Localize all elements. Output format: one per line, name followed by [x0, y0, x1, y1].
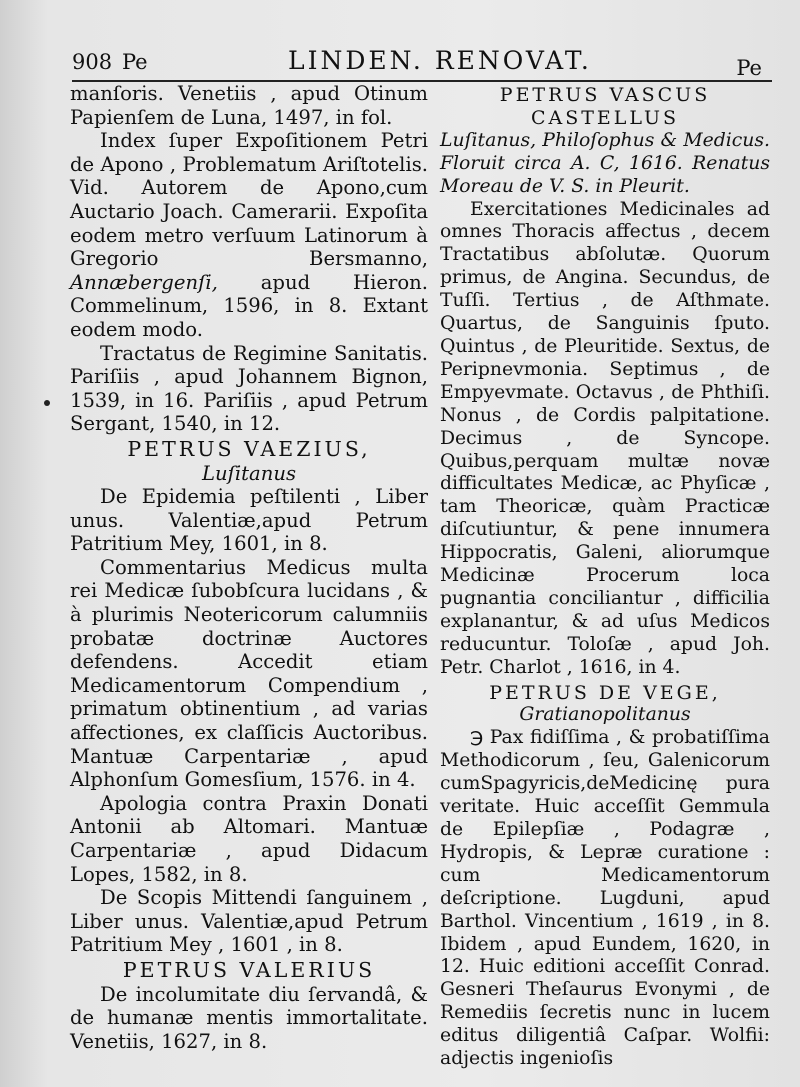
entry-continuation: manſoris. Venetiis , apud Otinum Papienſem de Luna, 1497, in fol.	[70, 82, 428, 129]
author-heading-vascus: PETRUS VASCUS CASTELLUS	[499, 84, 711, 129]
entry-pax: ℈ Pax fidiſſima , & probatiſſima Methodicorum , ſeu, Galenicorum cumSpagyricis,deMedicinę pura veritate. Huic acceſſit Gemmula de Epilepſiæ , Podagræ , Hydropis, & Lepræ curatione : cum Medicamentorum deſcriptione. Lugduni, apud Barthol. Vincentium , 1619 , in 8. Ibidem , apud Eundem, 1620, in 12. Huic editioni acceſſit Conrad. Gesneri Theſaurus Evonymi , de Remediis ſecretis nunc in lucem editus diligentiâ Caſpar. Wolfii: adjectis ingenioſis	[440, 727, 770, 1070]
entry-index-end: apud Hieron. Commelinum, 1596, in 8. Extant eodem modo.	[70, 270, 429, 341]
entry-index	[70, 129, 428, 341]
entry-exercitationes: Exercitationes Medicinales ad omnes Thoracis affectus , decem Tractatibus abſolutæ. Quorum primus, de Angina. Secundus, de Tuſſi. Tertius , de Aſthmate. Quartus, de Sanguinis ſputo. Quintus , de Pleuritide. Sextus, de Peripnevmonia. Septimus , de Empyevmate. Octavus , de Phthiſi. Nonus , de Cordis palpitatione. Decimus , de Syncope. Quibus,perquam multæ novæ difficultates Medicæ, ac Phyſicæ , tam Theoricæ, quàm Practicæ diſcutiuntur, & pene innumera Hippocratis, Galeni, aliorumque Medicinæ Procerum loca pugnantia conciliantur , difficilia explanantur, & ad uſus Medicos reducuntur. Toloſæ , apud Joh. Petr. Charlot , 1616, in 4.	[440, 198, 770, 678]
page-number: 908	[72, 50, 113, 74]
left-column	[70, 82, 428, 1053]
entry-incolumitate: De incolumitate diu ſervandâ, & de humanæ mentis immortalitate. Venetiis, 1627, in 8.	[70, 982, 428, 1053]
right-column	[440, 82, 770, 1071]
running-title: LINDEN. RENOVAT.	[288, 46, 592, 75]
author-origin-vege: Gratianopolitanus	[519, 704, 691, 726]
author-heading-vaezius: PETRUS VAEZIUS,	[127, 436, 371, 461]
author-origin-vascus: Luſitanus, Philoſophus & Medicus. Floruit circa A. C, 1616. Renatus Moreau de V. S. in Pleurit.	[440, 129, 770, 197]
author-heading-valerius: PETRUS VALERIUS	[122, 957, 376, 982]
entry-epidemia: De Epidemia peſtilenti , Liber unus. Valentiæ,apud Petrum Patritium Mey, 1601, in 8.	[70, 485, 428, 556]
entry-index-italic: Annæbergenſi,	[70, 270, 218, 294]
running-head	[72, 44, 772, 80]
margin-dot	[44, 400, 50, 406]
entry-scopis: De Scopis Mittendi ſanguinem , Liber unus. Valentiæ,apud Petrum Patritium Mey , 1601 , in 8.	[70, 886, 428, 957]
entry-index-text: Index ſuper Expoſitionem Petri de Apono , Problematum Ariſtotelis. Vid. Autorem de Apono,cum Auctario Joach. Camerarii. Expoſita eodem metro verſuum Latinorum à Gregorio Bersmanno,	[70, 129, 428, 271]
author-heading-vege: PETRUS DE VEGE,	[489, 681, 721, 704]
headword-right: Pe	[736, 56, 762, 80]
headword-left: Pe	[122, 50, 148, 74]
entry-apologia: Apologia contra Praxin Donati Antonii ab Altomari. Mantuæ Carpentariæ , apud Didacum Lopes, 1582, in 8.	[70, 791, 428, 886]
entry-tractatus: Tractatus de Regimine Sanitatis. Pariſiis , apud Johannem Bignon, 1539, in 16. Pariſiis , apud Petrum Sergant, 1540, in 12.	[70, 341, 428, 436]
author-origin-vaezius: Luſitanus	[202, 461, 296, 485]
entry-commentarius: Commentarius Medicus multa rei Medicæ ſubobſcura lucidans , & à plurimis Neotericorum calumniis probatæ doctrinæ Auctores defendens. Accedit etiam Medicamentorum Compendium , primatum obtinentium , ad varias affectiones, ex claſſicis Auctoribus. Mantuæ Carpentariæ , apud Alphonſum Gomesſium, 1576. in 4.	[70, 555, 428, 792]
